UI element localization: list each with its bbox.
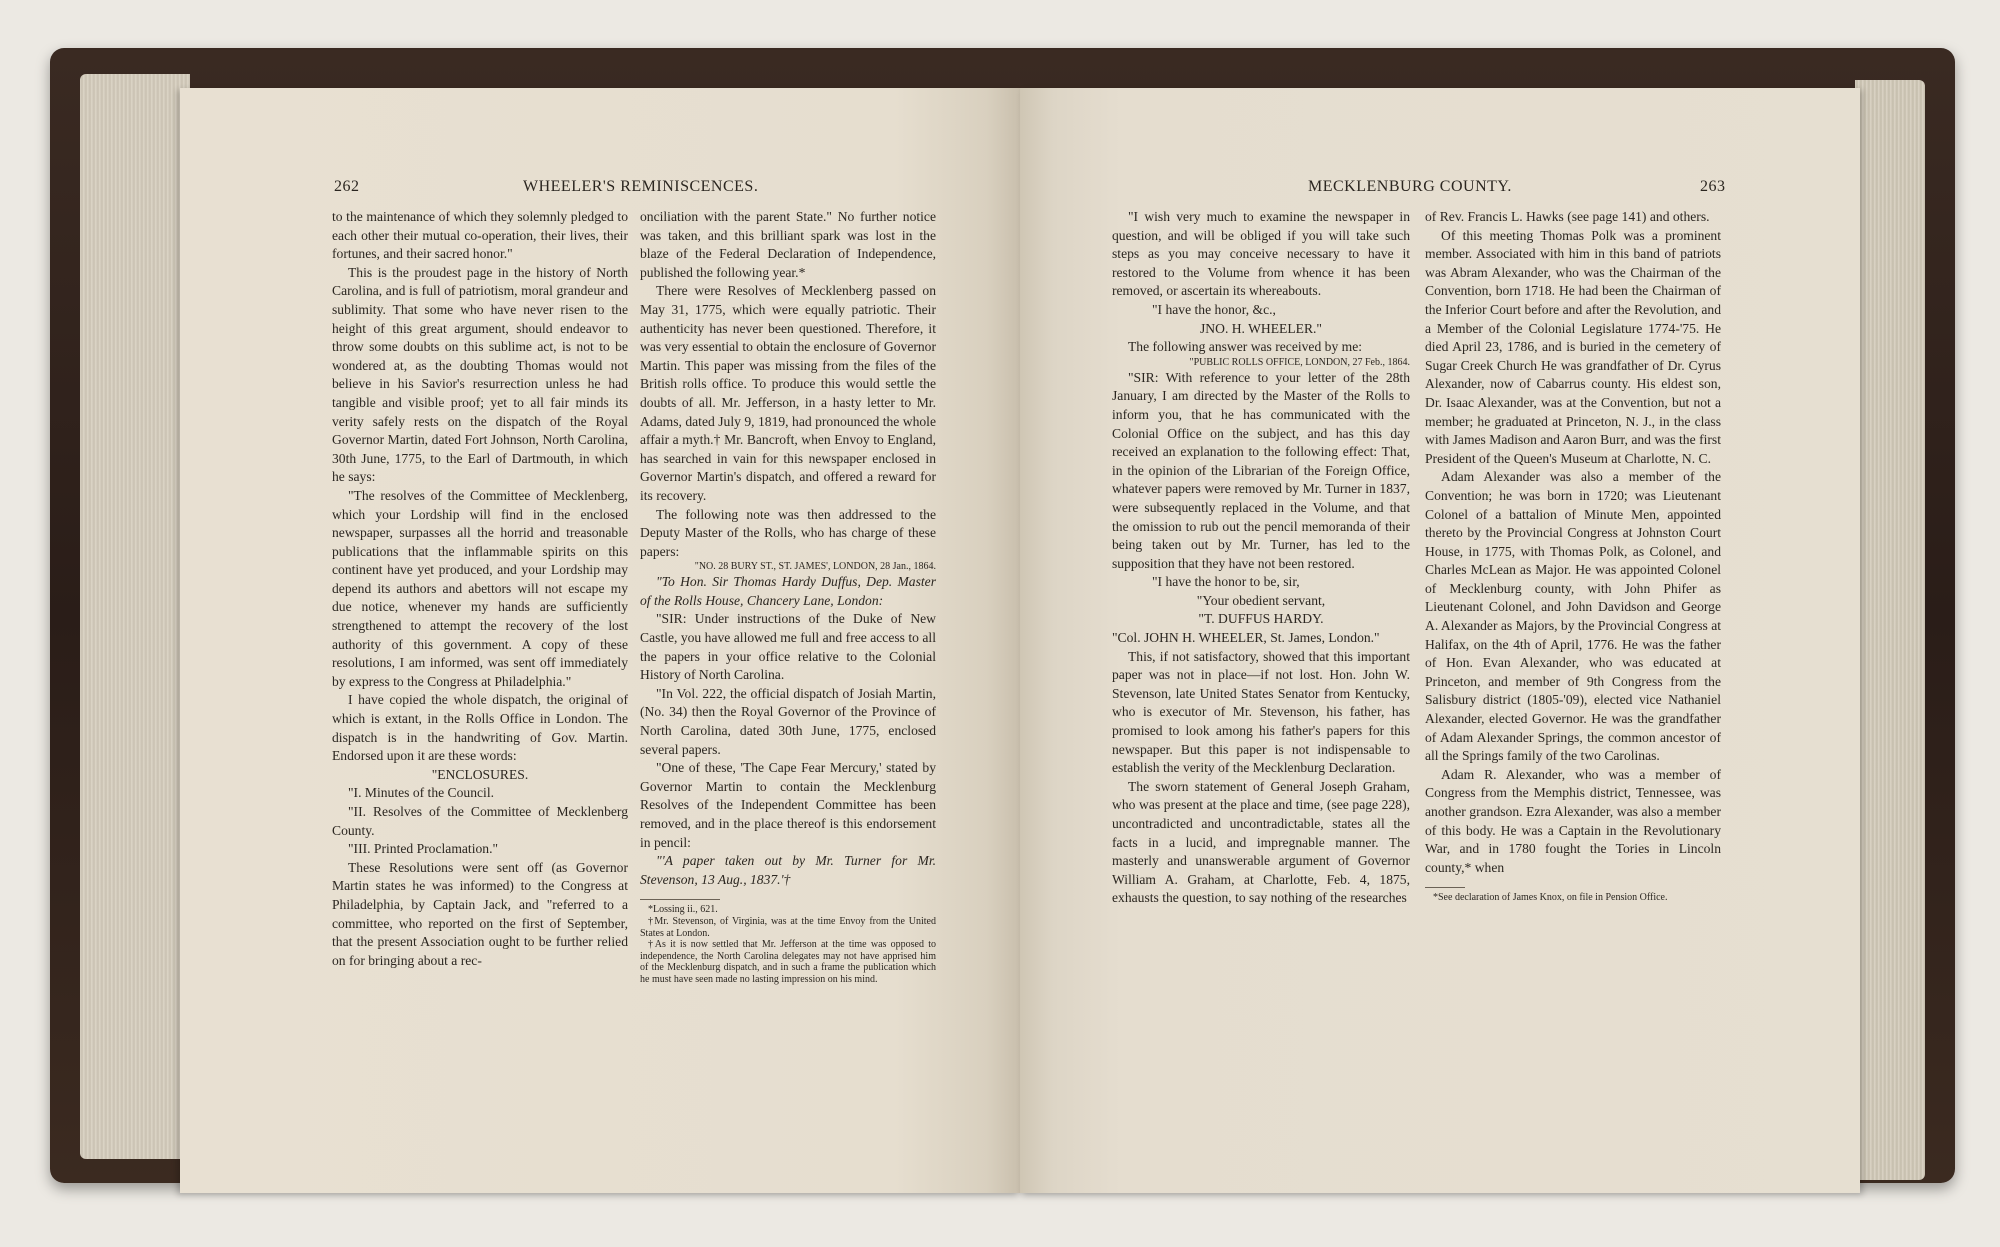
right-running-head: MECKLENBURG COUNTY. bbox=[1308, 178, 1512, 195]
paragraph: "'A paper taken out by Mr. Turner for Mr. Stevenson, 13 Aug., 1837.'† bbox=[640, 853, 936, 887]
paragraph: Adam R. Alexander, who was a member of Congress from the Memphis district, Tennessee, was another grandson. Ezra Alexander, was also a member of this body. He was a Captain in the Revolutionary War, and in 1780 fought the Tories in Lincoln county,* when bbox=[1425, 766, 1721, 875]
footnotes bbox=[1425, 892, 1721, 904]
paragraph: Adam Alexander was also a member of the Convention; he was born in 1720; was Lieutenant Colonel of a battalion of Minute Men, appointed thereto by the Provincial Congress at Johnston Court House, in 1775, with Thomas Polk, as Colonel, and Charles McLean as Major. He was appointed Colonel of Mecklenburg county, with John Phifer as Lieutenant Colonel, and John Davidson and George A. Alexander as Majors, by the Provincial Congress at Halifax, on the 4th of April, 1776. He was the father of Hon. Evan Alexander, who was educated at Princeton, and member of 9th Congress from the Salisbury district (1805-'09), elected vice Nathaniel Alexander, elected Governor. He was the grandfather of Adam Alexander Springs, the common ancestor of all the Springs family of the two Carolinas. bbox=[1425, 469, 1721, 764]
left-column-1 bbox=[332, 208, 628, 970]
paragraph: "I have the honor to be, sir, bbox=[1152, 574, 1300, 590]
paragraph: "The resolves of the Committee of Mecklenberg, which your Lordship will find in the enclosed newspaper, surpasses all the horrid and treasonable publications that the inflammable spirits on this continent have yet produced, and your Lordship may depend its authors and abettors will not escape my due notice, whenever my hands are sufficiently strengthened to attempt the recovery of the lost authority of this government. A copy of these resolutions, I am informed, was sent off immediately by express to the Congress at Philadelphia." bbox=[332, 487, 628, 689]
signature: "T. DUFFUS HARDY. bbox=[1198, 611, 1324, 627]
paragraph: onciliation with the parent State." No further notice was taken, and this brilliant spark was lost in the blaze of the Federal Declaration of Independence, published the following year.* bbox=[640, 209, 936, 280]
right-column-1 bbox=[1112, 208, 1410, 908]
paragraph: "Your obedient servant, bbox=[1196, 592, 1326, 608]
footnote-rule bbox=[1425, 887, 1465, 888]
signature: JNO. H. WHEELER." bbox=[1200, 320, 1322, 336]
footnotes bbox=[640, 904, 936, 985]
paragraph: of Rev. Francis L. Hawks (see page 141) and others. bbox=[1425, 209, 1710, 224]
heading: "ENCLOSURES. bbox=[431, 766, 529, 782]
paragraph: The following answer was received by me: bbox=[1128, 339, 1363, 355]
paragraph: "SIR: Under instructions of the Duke of New Castle, you have allowed me full and free access to all the papers in your office relative to the Colonial History of North Carolina. bbox=[640, 611, 936, 683]
paragraph: "Col. JOHN H. WHEELER, St. James, London." bbox=[1112, 630, 1380, 646]
paragraph: to the maintenance of which they solemnly pledged to each other their mutual co-operation, their lives, their fortunes, and their sacred honor." bbox=[332, 209, 628, 262]
left-running-head: WHEELER'S REMINISCENCES. bbox=[523, 178, 759, 195]
letter-address: "PUBLIC ROLLS OFFICE, LONDON, 27 Feb., 1864. bbox=[1189, 356, 1410, 368]
left-column-2 bbox=[640, 208, 936, 986]
paragraph: Of this meeting Thomas Polk was a prominent member. Associated with him in this band of patriots was Abram Alexander, who was the Chairman of the Convention, born 1718. He had been the Chairman of the Inferior Court before and after the Revolution, and a Member of the Colonial Legislature 1774-'75. He died April 23, 1786, and is buried in the cemetery of Sugar Creek Church He was grandfather of Dr. Cyrus Alexander, now of Cabarrus county. His eldest son, Dr. Isaac Alexander, was at the Convention, but not a member; he graduated at Princeton, N. J., in the class with James Madison and Aaron Burr, and was the first President of the Queen's Museum at Charlotte, N. C. bbox=[1425, 227, 1721, 466]
paragraph: This, if not satisfactory, showed that this important paper was not in place—if not lost. Hon. John W. Stevenson, late United States Senator from Kentucky, who is executor of Mr. Stevenson, his father, has promised to look among his father's papers for this newspaper. But this paper is not indispensable to establish the verity of the Mecklenburg Declaration. bbox=[1112, 648, 1410, 776]
page-edges-left bbox=[80, 74, 190, 1159]
paragraph: "One of these, 'The Cape Fear Mercury,' stated by Governor Martin to contain the Mecklenburg Resolves of the Independent Committee has been removed, and in the place thereof is this endorsement in pencil: bbox=[640, 760, 936, 850]
footnote: *Lossing ii., 621. bbox=[648, 904, 718, 916]
paragraph: The sworn statement of General Joseph Graham, who was present at the place and time, (see page 228), uncontradicted and uncontradictable, states all the facts in a lucid, and impregnable manner. The masterly and unanswerable argument of Governor William A. Graham, at Charlotte, Feb. 4, 1875, exhausts the question, to say nothing of the researches bbox=[1112, 778, 1410, 906]
paragraph: The following note was then addressed to the Deputy Master of the Rolls, who has charge of these papers: bbox=[640, 506, 936, 559]
left-page-number: 262 bbox=[334, 178, 360, 195]
right-column-2 bbox=[1425, 208, 1721, 904]
paragraph: I have copied the whole dispatch, the original of which is extant, in the Rolls Office in London. The dispatch is in the handwriting of Gov. Martin. Endorsed upon it are these words: bbox=[332, 692, 628, 764]
letter-address: "NO. 28 BURY ST., ST. JAMES', LONDON, 28 Jan., 1864. bbox=[694, 561, 936, 573]
paragraph: "I have the honor, &c., bbox=[1152, 301, 1276, 317]
paragraph: "To Hon. Sir Thomas Hardy Duffus, Dep. Master of the Rolls House, Chancery Lane, London: bbox=[640, 574, 936, 608]
paragraph: "II. Resolves of the Committee of Mecklenberg County. bbox=[332, 804, 628, 838]
paragraph: These Resolutions were sent off (as Governor Martin states he was informed) to the Congress at Philadelphia, by Captain Jack, and "referred to a committee, who reported on the first of September, that the present Association ought to be further relied on for bringing about a rec- bbox=[332, 859, 628, 968]
paragraph: "I. Minutes of the Council. bbox=[348, 785, 495, 801]
footnote-rule bbox=[640, 899, 720, 900]
paragraph: "SIR: With reference to your letter of the 28th January, I am directed by the Master of the Rolls to inform you, that he has communicated with the Colonial Office on the subject, and has this day received an explanation to the following effect: That, in the opinion of the Librarian of the Foreign Office, whatever papers were removed by Mr. Turner in 1837, were subsequently replaced in the Volume, and that the omission to rub out the pencil memoranda of their being taken out by Mr. Turner, has led to the supposition that they have not been restored. bbox=[1112, 369, 1410, 571]
footnote: †Mr. Stevenson, of Virginia, was at the time Envoy from the United States at London. bbox=[640, 915, 936, 939]
paragraph: "In Vol. 222, the official dispatch of Josiah Martin, (No. 34) then the Royal Governor of the Province of North Carolina, dated 30th June, 1775, enclosed several papers. bbox=[640, 685, 936, 757]
footnote: *See declaration of James Knox, on file in Pension Office. bbox=[1433, 892, 1668, 904]
paragraph: This is the proudest page in the history of North Carolina, and is full of patriotism, moral grandeur and sublimity. That some who have never risen to the height of this great argument, should endeavor to throw some doubts on this sublime act, is not to be wondered at, as the doubting Thomas would not believe in his Savior's resurrection unless he had tangible and visible proof; yet to all fair minds its verity safely rests on the dispatch of the Royal Governor Martin, dated Fort Johnson, North Carolina, 30th June, 1775, to the Earl of Dartmouth, in which he says: bbox=[332, 264, 628, 485]
right-page-number: 263 bbox=[1700, 178, 1726, 195]
paragraph: "III. Printed Proclamation." bbox=[348, 841, 499, 857]
paragraph: There were Resolves of Mecklenberg passed on May 31, 1775, which were equally patriotic. Their authenticity has never been questioned. Therefore, it was very essential to obtain the enclosure of Governor Martin. This paper was missing from the files of the British rolls office. To produce this would settle the doubts of all. Mr. Jefferson, in a hasty letter to Mr. Adams, dated July 9, 1819, had pronounced the whole affair a myth.† Mr. Bancroft, when Envoy to England, has searched in vain for this newspaper enclosed in Governor Martin's dispatch, and offered a reward for its recovery. bbox=[640, 283, 936, 503]
footnote: †As it is now settled that Mr. Jefferson at the time was opposed to independence, the North Carolina delegates may not have apprised him of the Mecklenburg dispatch, and in such a frame the publication which he must have seen made no lasting impression on his mind. bbox=[640, 939, 936, 985]
page-edges-right bbox=[1855, 80, 1925, 1180]
paragraph: "I wish very much to examine the newspaper in question, and will be obliged if you will take such steps as you may conceive necessary to have it restored to the Volume from whence it has been removed, or ascertain its whereabouts. bbox=[1112, 209, 1410, 299]
